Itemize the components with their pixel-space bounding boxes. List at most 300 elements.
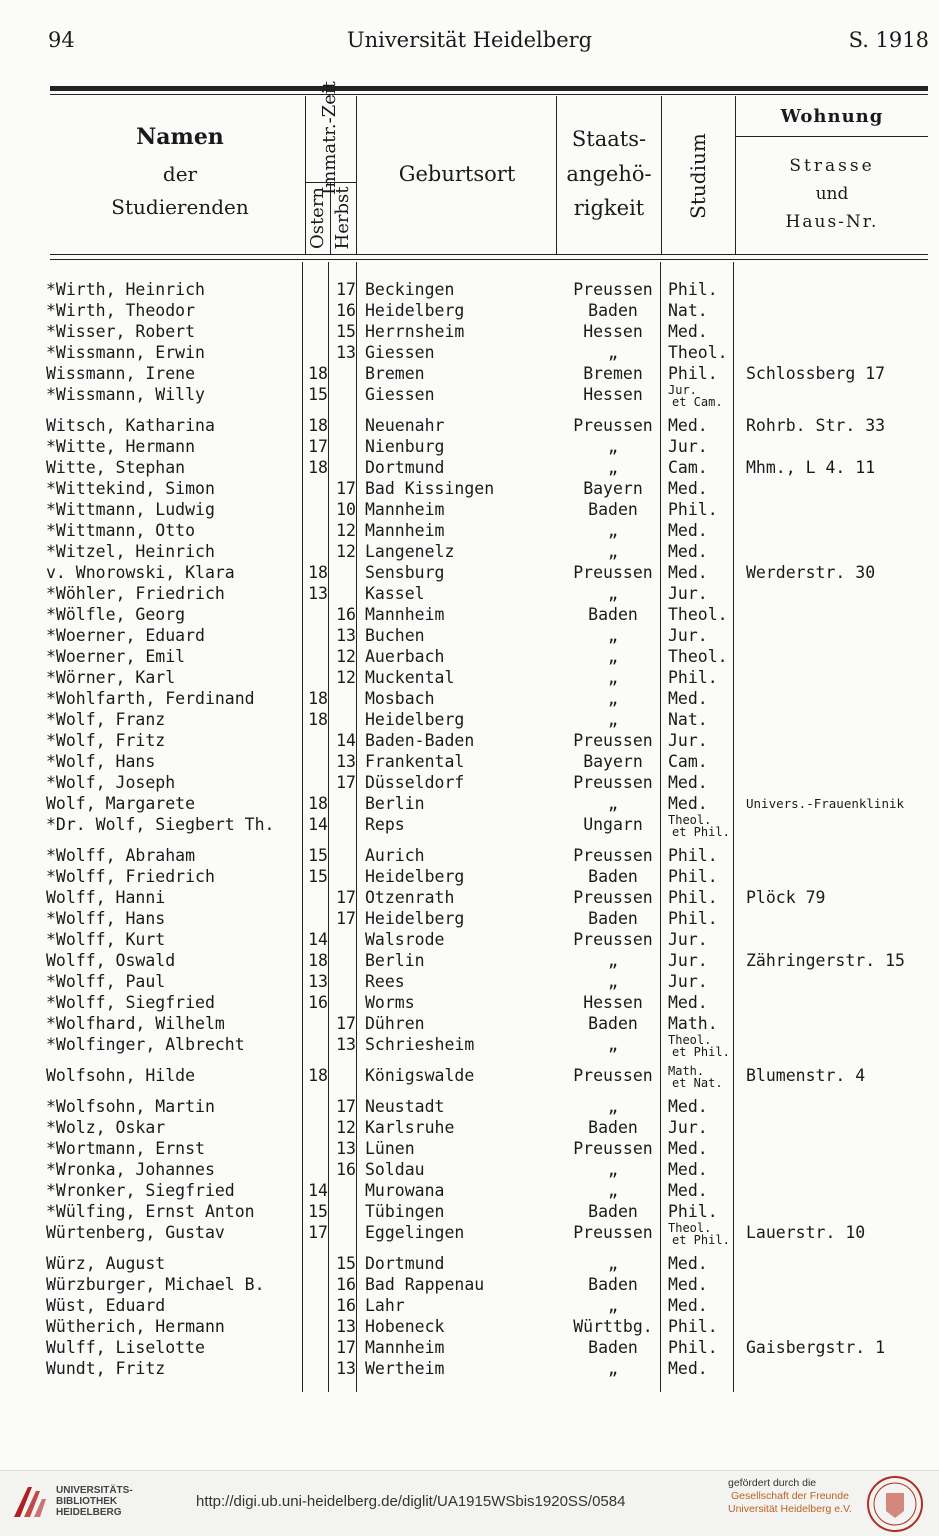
- birthplace: Neuenahr: [365, 416, 445, 435]
- birthplace: Baden-Baden: [365, 731, 475, 750]
- citizenship: Preussen: [573, 888, 653, 907]
- table-row: [46, 1096, 936, 1117]
- student-name: Wissmann, Irene: [46, 364, 196, 383]
- ostern-year: [301, 1138, 330, 1159]
- ostern-year: [301, 1013, 330, 1034]
- student-name: Wolff, Hanni: [46, 888, 166, 907]
- address: Mhm., L 4. 11: [746, 458, 876, 477]
- student-name: *Wohlfarth, Ferdinand: [46, 689, 255, 708]
- address: [738, 583, 936, 604]
- student-name: *Wolf, Fritz: [46, 731, 166, 750]
- birthplace: Lahr: [365, 1296, 405, 1315]
- birthplace: Dortmund: [365, 458, 445, 477]
- divider: [661, 96, 662, 254]
- ostern-year: 16: [308, 993, 328, 1012]
- table-row: [46, 814, 936, 845]
- field-of-study: Med.: [668, 1275, 708, 1294]
- student-name: Würtenberg, Gustav: [46, 1223, 225, 1242]
- address: [738, 321, 936, 342]
- ostern-year: [301, 604, 330, 625]
- birthplace: Dortmund: [365, 1254, 445, 1273]
- citizenship: „: [608, 951, 618, 970]
- field-of-study: Jur.: [668, 951, 708, 970]
- herbst-year: 17: [336, 1338, 356, 1357]
- student-name: *Wolff, Paul: [46, 972, 166, 991]
- ostern-year: 18: [308, 1066, 328, 1085]
- table-row: [46, 751, 936, 772]
- ostern-year: [301, 499, 330, 520]
- herbst-year: 16: [336, 1296, 356, 1315]
- birthplace: Mannheim: [365, 1338, 445, 1357]
- table-row: [46, 478, 936, 499]
- table-row: [46, 562, 936, 583]
- herbst-year: [330, 562, 359, 583]
- col-citizenship-2: angehö-: [566, 162, 652, 186]
- birthplace: Soldau: [365, 1160, 425, 1179]
- field-of-study: Med.: [668, 1139, 708, 1158]
- field-of-study: Med.: [668, 993, 708, 1012]
- student-name: Wütherich, Hermann: [46, 1317, 225, 1336]
- ostern-year: [301, 1159, 330, 1180]
- field-of-study: Med.: [668, 542, 708, 561]
- col-herbst: Herbst: [332, 186, 353, 250]
- citizenship: „: [608, 521, 618, 540]
- student-register-table: [46, 279, 936, 1379]
- field-of-study: Med.: [668, 322, 708, 341]
- address: [738, 499, 936, 520]
- ostern-year: [301, 908, 330, 929]
- herbst-year: 17: [336, 773, 356, 792]
- herbst-year: [330, 793, 359, 814]
- citizenship: Preussen: [573, 846, 653, 865]
- address: [738, 520, 936, 541]
- table-row: [46, 384, 936, 415]
- field-of-study: Phil.: [668, 1317, 718, 1336]
- citizenship: Preussen: [573, 773, 653, 792]
- herbst-year: 16: [336, 1275, 356, 1294]
- citizenship: „: [608, 972, 618, 991]
- citizenship: „: [608, 1097, 618, 1116]
- herbst-year: 12: [336, 647, 356, 666]
- ostern-year: 17: [308, 437, 328, 456]
- herbst-year: [330, 866, 359, 887]
- birthplace: Bremen: [365, 364, 425, 383]
- ostern-year: 18: [308, 794, 328, 813]
- student-name: *Wronka, Johannes: [46, 1160, 215, 1179]
- herbst-year: 13: [336, 343, 356, 362]
- address: [738, 667, 936, 688]
- herbst-year: 16: [336, 301, 356, 320]
- student-name: *Wronker, Siegfried: [46, 1181, 235, 1200]
- header-rule-2: [50, 259, 928, 260]
- address: [738, 1013, 936, 1034]
- birthplace: Aurich: [365, 846, 425, 865]
- citizenship: Baden: [588, 1338, 638, 1357]
- birthplace: Berlin: [365, 794, 425, 813]
- col-birthplace: Geburtsort: [398, 162, 516, 186]
- table-row: [46, 667, 936, 688]
- col-immatr: Immatr.-Zeit: [319, 81, 340, 195]
- field-of-study: Cam.: [668, 752, 708, 771]
- col-street-2: und: [815, 184, 849, 204]
- field-of-study: Theol.: [668, 605, 728, 624]
- divider: [356, 96, 357, 254]
- herbst-year: 15: [336, 322, 356, 341]
- citizenship: Preussen: [573, 280, 653, 299]
- birthplace: Düsseldorf: [365, 773, 465, 792]
- address: [738, 772, 936, 793]
- field-of-study: Med.: [668, 773, 708, 792]
- student-name: *Wirth, Theodor: [46, 301, 196, 320]
- birthplace: Giessen: [365, 385, 435, 404]
- address: [738, 1316, 936, 1337]
- birthplace: Herrnsheim: [365, 322, 465, 341]
- student-name: *Wolf, Hans: [46, 752, 156, 771]
- herbst-year: [330, 415, 359, 436]
- herbst-year: 10: [336, 500, 356, 519]
- table-row: [46, 1065, 936, 1096]
- citizenship: Preussen: [573, 416, 653, 435]
- citizenship: Hessen: [583, 322, 643, 341]
- ostern-year: 18: [308, 458, 328, 477]
- birthplace: Frankental: [365, 752, 465, 771]
- field-of-study: Phil.: [668, 1338, 718, 1357]
- ostern-year: [301, 1253, 330, 1274]
- herbst-year: 13: [336, 1139, 356, 1158]
- herbst-year: 17: [336, 1097, 356, 1116]
- ostern-year: [301, 887, 330, 908]
- address: [738, 1034, 936, 1065]
- ostern-year: 18: [308, 563, 328, 582]
- student-name: *Wittekind, Simon: [46, 479, 215, 498]
- citizenship: Baden: [588, 301, 638, 320]
- student-name: *Wolff, Abraham: [46, 846, 196, 865]
- birthplace: Hobeneck: [365, 1317, 445, 1336]
- student-name: Wolf, Margarete: [46, 794, 196, 813]
- herbst-year: 15: [336, 1254, 356, 1273]
- field-of-study: Med.: [668, 1296, 708, 1315]
- ostern-year: 15: [308, 846, 328, 865]
- student-name: *Wittmann, Ludwig: [46, 500, 215, 519]
- student-name: Witsch, Katharina: [46, 416, 215, 435]
- herbst-year: 12: [336, 668, 356, 687]
- citizenship: Preussen: [573, 731, 653, 750]
- address: [738, 1358, 936, 1379]
- field-of-study: Phil.: [668, 867, 718, 886]
- herbst-year: 12: [336, 542, 356, 561]
- address: [738, 541, 936, 562]
- address: [738, 845, 936, 866]
- herbst-year: 17: [336, 280, 356, 299]
- herbst-year: [330, 363, 359, 384]
- table-row: [46, 730, 936, 751]
- field-of-study: Med.: [668, 1359, 708, 1378]
- col-residence: Wohnung: [780, 106, 884, 127]
- ostern-year: 18: [308, 364, 328, 383]
- student-name: Wolfsohn, Hilde: [46, 1066, 196, 1085]
- field-of-study: Jur. et Cam.: [668, 383, 723, 409]
- student-name: *Woerner, Emil: [46, 647, 186, 666]
- ostern-year: 15: [308, 867, 328, 886]
- birthplace: Heidelberg: [365, 301, 465, 320]
- ostern-year: 15: [308, 1202, 328, 1221]
- address: [738, 992, 936, 1013]
- herbst-year: [330, 950, 359, 971]
- ostern-year: 14: [308, 1181, 328, 1200]
- citizenship: Bayern: [583, 752, 643, 771]
- address: Gaisbergstr. 1: [746, 1338, 886, 1357]
- citizenship: Preussen: [573, 1223, 653, 1242]
- field-of-study: Med.: [668, 1254, 708, 1273]
- table-row: [46, 1316, 936, 1337]
- student-name: Würzburger, Michael B.: [46, 1275, 265, 1294]
- herbst-year: [330, 814, 359, 845]
- table-row: [46, 436, 936, 457]
- herbst-year: [330, 384, 359, 415]
- citizenship: Bremen: [583, 364, 643, 383]
- address: [738, 478, 936, 499]
- citizenship: Baden: [588, 500, 638, 519]
- herbst-year: [330, 1065, 359, 1096]
- table-row: [46, 845, 936, 866]
- table-row: [46, 1180, 936, 1201]
- herbst-year: [330, 709, 359, 730]
- citizenship: Baden: [588, 1275, 638, 1294]
- student-name: Würz, August: [46, 1254, 166, 1273]
- address: [738, 908, 936, 929]
- birthplace: Rees: [365, 972, 405, 991]
- address: [738, 814, 936, 845]
- birthplace: Langenelz: [365, 542, 455, 561]
- citizenship: „: [608, 1296, 618, 1315]
- col-citizenship-1: Staats-: [571, 127, 647, 151]
- birthplace: Mannheim: [365, 521, 445, 540]
- table-row: [46, 709, 936, 730]
- birthplace: Mannheim: [365, 500, 445, 519]
- birthplace: Bad Rappenau: [365, 1275, 485, 1294]
- table-row: [46, 363, 936, 384]
- citizenship: „: [608, 437, 618, 456]
- student-name: *Wolff, Hans: [46, 909, 166, 928]
- citizenship: „: [608, 343, 618, 362]
- student-name: *Wöhler, Friedrich: [46, 584, 225, 603]
- herbst-year: 13: [336, 752, 356, 771]
- col-ostern: Ostern: [307, 186, 328, 250]
- table-row: [46, 321, 936, 342]
- address: [738, 866, 936, 887]
- ostern-year: 15: [308, 385, 328, 404]
- student-name: Wüst, Eduard: [46, 1296, 166, 1315]
- birthplace: Mannheim: [365, 605, 445, 624]
- ostern-year: [301, 321, 330, 342]
- top-rule: [50, 86, 928, 91]
- address: [738, 342, 936, 363]
- table-row: [46, 929, 936, 950]
- table-row: [46, 1253, 936, 1274]
- field-of-study: Phil.: [668, 668, 718, 687]
- birthplace: Nienburg: [365, 437, 445, 456]
- divider: [735, 136, 928, 137]
- student-name: Wolff, Oswald: [46, 951, 176, 970]
- table-row: [46, 1337, 936, 1358]
- ostern-year: 18: [308, 710, 328, 729]
- citizenship: „: [608, 1359, 618, 1378]
- herbst-year: 14: [336, 731, 356, 750]
- citizenship: Baden: [588, 909, 638, 928]
- citizenship: „: [608, 1160, 618, 1179]
- birthplace: Mosbach: [365, 689, 435, 708]
- student-name: *Wissmann, Willy: [46, 385, 205, 404]
- source-url[interactable]: http://digi.ub.uni-heidelberg.de/diglit/UA1915WSbis1920SS/0584: [196, 1493, 626, 1510]
- herbst-year: [330, 688, 359, 709]
- citizenship: „: [608, 1181, 618, 1200]
- table-row: [46, 300, 936, 321]
- birthplace: Neustadt: [365, 1097, 445, 1116]
- field-of-study: Math.: [668, 1014, 718, 1033]
- address: Schlossberg 17: [746, 364, 886, 383]
- student-name: *Wolz, Oskar: [46, 1118, 166, 1137]
- table-row: [46, 971, 936, 992]
- herbst-year: 17: [336, 479, 356, 498]
- ostern-year: 14: [308, 930, 328, 949]
- herbst-year: 17: [336, 888, 356, 907]
- field-of-study: Jur.: [668, 584, 708, 603]
- citizenship: „: [608, 1254, 618, 1273]
- birthplace: Eggelingen: [365, 1223, 465, 1242]
- table-row: [46, 1013, 936, 1034]
- birthplace: Murowana: [365, 1181, 445, 1200]
- col-study: Studium: [686, 133, 710, 219]
- herbst-year: [330, 1222, 359, 1253]
- table-row: [46, 1274, 936, 1295]
- birthplace: Königswalde: [365, 1066, 475, 1085]
- field-of-study: Med.: [668, 521, 708, 540]
- table-row: [46, 583, 936, 604]
- birthplace: Worms: [365, 993, 415, 1012]
- page-title: Universität Heidelberg: [346, 28, 593, 52]
- table-row: [46, 866, 936, 887]
- table-row: [46, 499, 936, 520]
- address: [738, 1117, 936, 1138]
- table-row: [46, 625, 936, 646]
- table-row: [46, 908, 936, 929]
- ostern-year: [301, 1358, 330, 1379]
- address: Plöck 79: [746, 888, 826, 907]
- table-row: [46, 688, 936, 709]
- student-name: *Wolff, Kurt: [46, 930, 166, 949]
- ostern-year: [301, 541, 330, 562]
- ostern-year: 18: [308, 689, 328, 708]
- student-name: *Wisser, Robert: [46, 322, 196, 341]
- field-of-study: Phil.: [668, 364, 718, 383]
- table-row: [46, 950, 936, 971]
- col-names-1: Namen: [136, 124, 224, 150]
- address: [738, 971, 936, 992]
- ostern-year: [301, 1034, 330, 1065]
- table-row: [46, 541, 936, 562]
- ostern-year: 18: [308, 951, 328, 970]
- ostern-year: [301, 300, 330, 321]
- student-name: *Wolf, Joseph: [46, 773, 176, 792]
- student-name: *Witzel, Heinrich: [46, 542, 215, 561]
- field-of-study: Theol. et Phil.: [668, 813, 730, 839]
- col-street-1: Strasse: [789, 156, 875, 176]
- birthplace: Tübingen: [365, 1202, 445, 1221]
- birthplace: Karlsruhe: [365, 1118, 455, 1137]
- citizenship: „: [608, 1035, 618, 1054]
- citizenship: „: [608, 626, 618, 645]
- field-of-study: Nat.: [668, 710, 708, 729]
- ostern-year: [301, 1117, 330, 1138]
- herbst-year: [330, 929, 359, 950]
- field-of-study: Phil.: [668, 1202, 718, 1221]
- citizenship: Hessen: [583, 993, 643, 1012]
- ostern-year: 13: [308, 584, 328, 603]
- top-rule-thin: [50, 94, 928, 95]
- field-of-study: Theol. et Phil.: [668, 1221, 730, 1247]
- ostern-year: [301, 1096, 330, 1117]
- ostern-year: [301, 342, 330, 363]
- table-row: [46, 342, 936, 363]
- herbst-year: [330, 436, 359, 457]
- address: [738, 646, 936, 667]
- herbst-year: [330, 845, 359, 866]
- student-name: *Wolfinger, Albrecht: [46, 1035, 245, 1054]
- address: [738, 436, 936, 457]
- student-name: *Wolff, Friedrich: [46, 867, 215, 886]
- herbst-year: 12: [336, 1118, 356, 1137]
- field-of-study: Theol.: [668, 343, 728, 362]
- ostern-year: 13: [308, 972, 328, 991]
- birthplace: Beckingen: [365, 280, 455, 299]
- address: [738, 300, 936, 321]
- citizenship: Preussen: [573, 930, 653, 949]
- field-of-study: Nat.: [668, 301, 708, 320]
- address: [738, 1274, 936, 1295]
- field-of-study: Cam.: [668, 458, 708, 477]
- ostern-year: [301, 1337, 330, 1358]
- field-of-study: Theol. et Phil.: [668, 1033, 730, 1059]
- student-name: *Woerner, Eduard: [46, 626, 205, 645]
- student-name: *Wittmann, Otto: [46, 521, 196, 540]
- birthplace: Berlin: [365, 951, 425, 970]
- herbst-year: [330, 1201, 359, 1222]
- field-of-study: Phil.: [668, 909, 718, 928]
- student-name: *Wissmann, Erwin: [46, 343, 205, 362]
- ostern-year: [301, 646, 330, 667]
- field-of-study: Med.: [668, 1097, 708, 1116]
- citizenship: „: [608, 794, 618, 813]
- ostern-year: [301, 520, 330, 541]
- address: Blumenstr. 4: [746, 1066, 866, 1085]
- library-name: UNIVERSITÄTS- BIBLIOTHEK HEIDELBERG: [56, 1485, 133, 1518]
- address: [738, 1295, 936, 1316]
- birthplace: Buchen: [365, 626, 425, 645]
- ostern-year: [301, 625, 330, 646]
- herbst-year: [330, 457, 359, 478]
- field-of-study: Jur.: [668, 626, 708, 645]
- divider: [556, 96, 557, 254]
- herbst-year: 16: [336, 1160, 356, 1179]
- citizenship: Baden: [588, 867, 638, 886]
- herbst-year: 16: [336, 605, 356, 624]
- col-citizenship-3: rigkeit: [573, 196, 645, 220]
- herbst-year: 12: [336, 521, 356, 540]
- ostern-year: 14: [308, 815, 328, 834]
- field-of-study: Med.: [668, 479, 708, 498]
- address: [738, 688, 936, 709]
- citizenship: Baden: [588, 1118, 638, 1137]
